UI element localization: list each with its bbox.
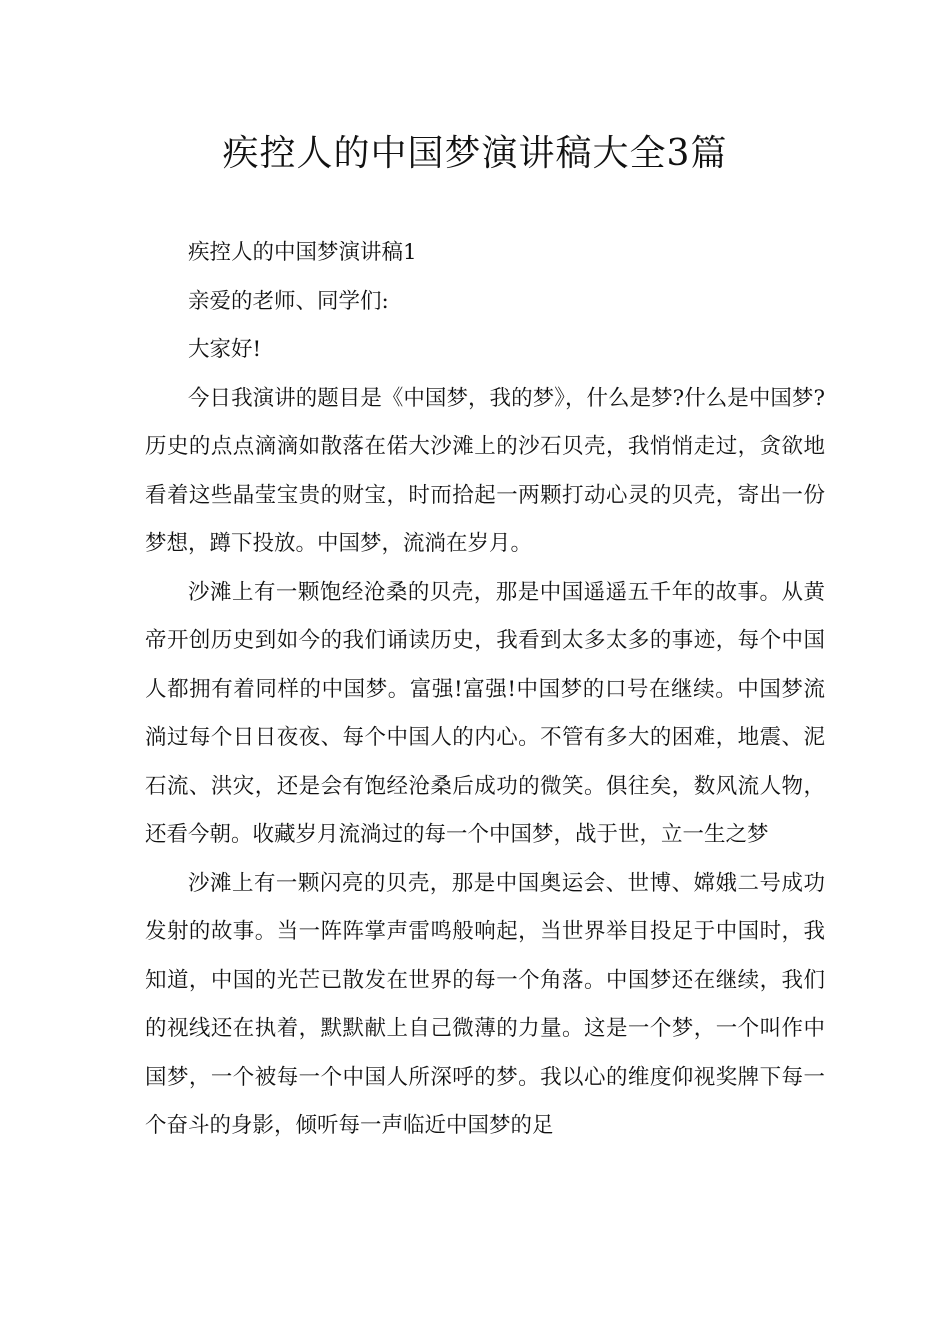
greeting: 大家好! [188,337,262,362]
salutation: 亲爱的老师、同学们: [188,288,389,314]
document-title: 疾控人的中国梦演讲稿大全3篇 [222,133,728,174]
paragraph-history: 沙滩上有一颗饱经沧桑的贝壳，那是中国遥遥五千年的故事。从黄帝开创历史到如今的我们诵读历史，我看到太多太多的事迹，每个中国人都拥有着同样的中国梦。富强!富强!中国梦的口号在继续。中国梦流淌过每个日日夜夜、每个中国人的内心。不管有多大的困难，地震、泥石流、洪灾，还是会有饱经沧桑后成功的微笑。俱往矣，数风流人物，还看今朝。收藏岁月流淌过的每一个中国梦，战于世，立一生之梦 [145,579,825,847]
paragraph-achievements: 沙滩上有一颗闪亮的贝壳，那是中国奥运会、世博、嫦娥二号成功发射的故事。当一阵阵掌声雷鸣般响起，当世界举目投足于中国时，我知道，中国的光芒已散发在世界的每一个角落。中国梦还在继续，我们的视线还在执着，默默献上自己微薄的力量。这是一个梦，一个叫作中国梦，一个被每一个中国人所深呼的梦。我以心的维度仰视奖牌下每一个奋斗的身影，倾听每一声临近中国梦的足 [145,870,825,1138]
speech-heading: 疾控人的中国梦演讲稿1 [188,240,417,265]
document-body [145,229,825,1151]
paragraph-intro: 今日我演讲的题目是《中国梦，我的梦》，什么是梦?什么是中国梦?历史的点点滴滴如散落在偌大沙滩上的沙石贝壳，我悄悄走过，贪欲地看着这些晶莹宝贵的财宝，时而拾起一两颗打动心灵的贝壳，寄出一份梦想，蹲下投放。中国梦，流淌在岁月。 [145,385,825,556]
